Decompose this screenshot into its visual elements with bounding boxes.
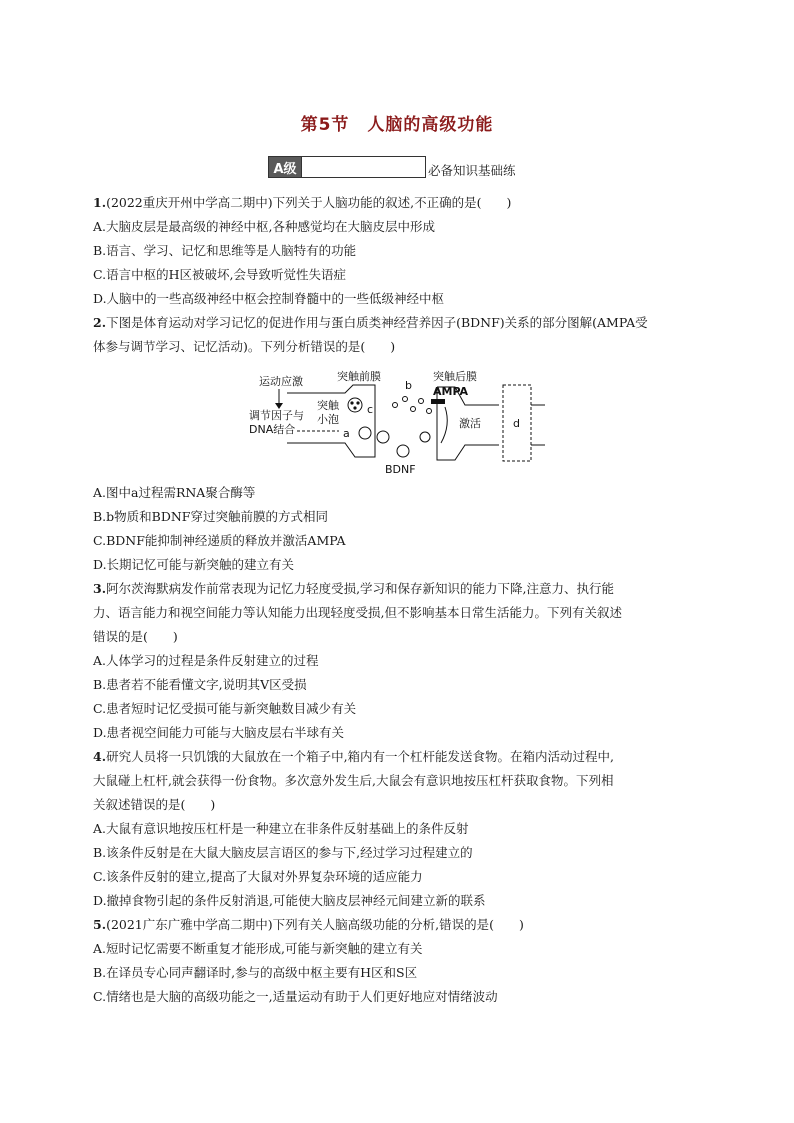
- transmitter: [419, 399, 424, 404]
- transmitter: [427, 409, 432, 414]
- diagram-label-bdnf: BDNF: [385, 463, 416, 475]
- question-1-option-a: A.大脑皮层是最高级的神经中枢,各种感觉均在大脑皮层中形成: [93, 219, 435, 234]
- transmitter: [393, 403, 398, 408]
- question-4-stem-line-2: 大鼠碰上杠杆,就会获得一份食物。多次意外发生后,大鼠会有意识地按压杠杆获取食物。下列相: [93, 773, 614, 788]
- question-3-option-a: A.人体学习的过程是条件反射建立的过程: [93, 653, 319, 668]
- vesicle: [348, 398, 362, 412]
- diagram-label-vesicle-1: 突触: [317, 399, 339, 412]
- question-4-option-d: D.撤掉食物引起的条件反射消退,可能使大脑皮层神经元间建立新的联系: [93, 893, 486, 908]
- question-4-stem-line-3: 关叙述错误的是( ): [93, 797, 216, 812]
- question-5-option-a: A.短时记忆需要不断重复才能形成,可能与新突触的建立有关: [93, 941, 423, 956]
- vesicle-dot: [356, 401, 359, 404]
- question-1-option-c: C.语言中枢的H区被破坏,会导致听觉性失语症: [93, 267, 346, 282]
- question-2-option-d: D.长期记忆可能与新突触的建立有关: [93, 557, 295, 572]
- question-number: 2.: [93, 315, 107, 330]
- diagram-label-d: d: [513, 417, 520, 430]
- level-label: 必备知识基础练: [428, 163, 516, 178]
- question-number: 4.: [93, 749, 107, 764]
- question-3-option-d: D.患者视空间能力可能与大脑皮层右半球有关: [93, 725, 345, 740]
- ampa-receptor: [431, 399, 445, 404]
- question-number: 5.: [93, 917, 107, 932]
- level-box: [302, 156, 426, 178]
- question-5-stem: 5.(2021广东广雅中学高二期中)下列有关人脑高级功能的分析,错误的是( ): [93, 917, 524, 932]
- question-1-option-b: B.语言、学习、记忆和思维等是人脑特有的功能: [93, 243, 357, 258]
- vesicle-dot: [350, 401, 353, 404]
- question-3-option-b: B.患者若不能看懂文字,说明其V区受损: [93, 677, 307, 692]
- diagram-label-ampa: AMPA: [433, 385, 469, 398]
- level-badge: A级: [268, 156, 302, 178]
- transmitter: [411, 407, 416, 412]
- vesicle: [359, 427, 371, 439]
- diagram-label-postsynaptic: 突触后膜: [433, 370, 477, 383]
- question-4-option-c: C.该条件反射的建立,提高了大鼠对外界复杂环境的适应能力: [93, 869, 423, 884]
- diagram-label-a: a: [343, 427, 350, 440]
- question-3-stem-line-3: 错误的是( ): [93, 629, 178, 644]
- question-5-option-b: B.在译员专心同声翻译时,参与的高级中枢主要有H区和S区: [93, 965, 418, 980]
- question-3-option-c: C.患者短时记忆受损可能与新突触数目减少有关: [93, 701, 357, 716]
- vesicle: [377, 431, 389, 443]
- question-4-option-b: B.该条件反射是在大鼠大脑皮层言语区的参与下,经过学习过程建立的: [93, 845, 473, 860]
- bdnf-molecule: [420, 432, 430, 442]
- question-number: 1.: [93, 195, 107, 210]
- transmitter: [403, 397, 408, 402]
- question-2-stem-line-1: 2.下图是体育运动对学习记忆的促进作用与蛋白质类神经营养因子(BDNF)关系的部分图解(AMPA受: [93, 315, 648, 330]
- diagram-label-vesicle-2: 小泡: [317, 413, 339, 426]
- question-1-stem: 1.(2022重庆开州中学高二期中)下列关于人脑功能的叙述,不正确的是( ): [93, 195, 512, 210]
- diagram-label-activate: 激活: [459, 417, 481, 430]
- question-number: 3.: [93, 581, 107, 596]
- diagram-label-b: b: [405, 379, 412, 392]
- question-2-stem-line-2: 体参与调节学习、记忆活动)。下列分析错误的是( ): [93, 339, 396, 354]
- diagram-label-presynaptic: 突触前膜: [337, 370, 381, 383]
- arrow-activate: [441, 407, 447, 443]
- question-3-stem-line-2: 力、语言能力和视空间能力等认知能力出现轻度受损,但不影响基本日常生活能力。下列有关叙述: [93, 605, 622, 620]
- diagram-label-sport-stimulus: 运动应激: [259, 375, 303, 388]
- diagram-label-regulator-2: DNA结合: [249, 423, 296, 436]
- question-3-stem-line-1: 3.阿尔茨海默病发作前常表现为记忆力轻度受损,学习和保存新知识的能力下降,注意力、执行能: [93, 581, 615, 596]
- synapse-diagram: [245, 365, 575, 475]
- question-2-option-c: C.BDNF能抑制神经递质的释放并激活AMPA: [93, 533, 346, 548]
- question-2-option-a: A.图中a过程需RNA聚合酶等: [93, 485, 256, 500]
- question-4-stem-line-1: 4.研究人员将一只饥饿的大鼠放在一个箱子中,箱内有一个杠杆能发送食物。在箱内活动过程中,: [93, 749, 615, 764]
- diagram-label-c: c: [367, 403, 374, 416]
- question-2-option-b: B.b物质和BDNF穿过突触前膜的方式相同: [93, 509, 328, 524]
- question-5-option-c: C.情绪也是大脑的高级功能之一,适量运动有助于人们更好地应对情绪波动: [93, 989, 498, 1004]
- vesicle-dot: [353, 406, 356, 409]
- bdnf-molecule: [397, 445, 409, 457]
- page-title: 第5节 人脑的高级功能: [300, 115, 494, 135]
- question-4-option-a: A.大鼠有意识地按压杠杆是一种建立在非条件反射基础上的条件反射: [93, 821, 469, 836]
- question-1-option-d: D.人脑中的一些高级神经中枢会控制脊髓中的一些低级神经中枢: [93, 291, 445, 306]
- diagram-label-regulator-1: 调节因子与: [249, 409, 304, 422]
- level-banner: [268, 152, 516, 178]
